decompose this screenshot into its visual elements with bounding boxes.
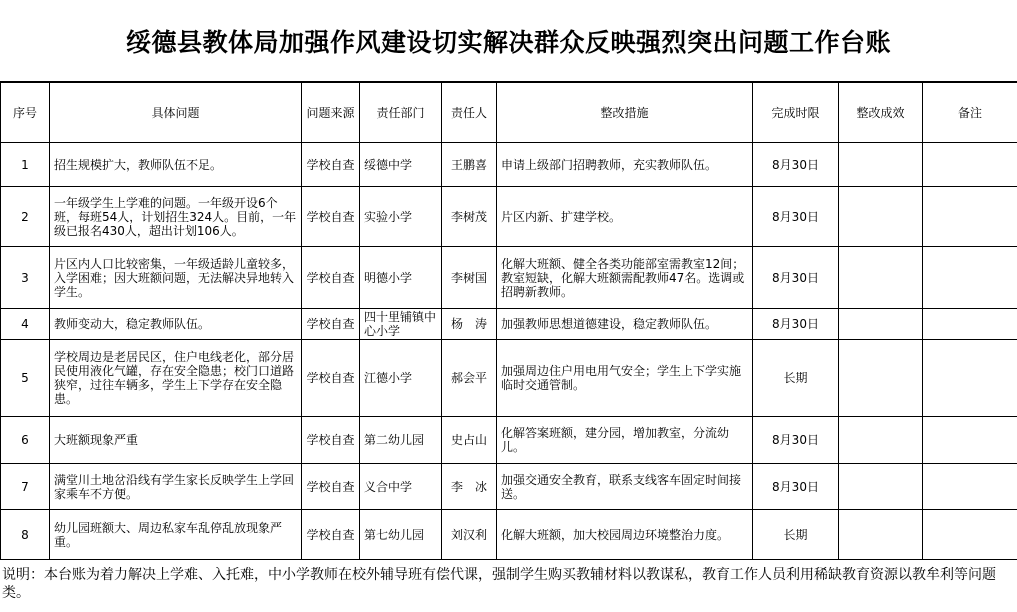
cell-problem: 招生规模扩大，教师队伍不足。: [50, 143, 302, 187]
cell-deadline: 8月30日: [753, 417, 839, 464]
cell-dept: 绥德中学: [360, 143, 442, 187]
cell-remark: [923, 309, 1017, 340]
cell-source: 学校自查: [302, 247, 360, 309]
cell-source: 学校自查: [302, 340, 360, 417]
cell-dept: 义合中学: [360, 464, 442, 510]
cell-no: 6: [1, 417, 50, 464]
cell-measure: 片区内新、扩建学校。: [497, 187, 753, 247]
cell-person: 李树国: [442, 247, 497, 309]
cell-no: 4: [1, 309, 50, 340]
table-row: [1, 340, 1017, 417]
cell-result: [839, 309, 923, 340]
cell-remark: [923, 143, 1017, 187]
cell-result: [839, 340, 923, 417]
cell-remark: [923, 464, 1017, 510]
header-person: 责任人: [442, 83, 497, 143]
cell-source: 学校自查: [302, 510, 360, 560]
cell-source: 学校自查: [302, 143, 360, 187]
header-measure: 整改措施: [497, 83, 753, 143]
cell-person: 刘汉利: [442, 510, 497, 560]
table-row: [1, 143, 1017, 187]
cell-result: [839, 510, 923, 560]
cell-no: 3: [1, 247, 50, 309]
header-no: 序号: [1, 83, 50, 143]
cell-result: [839, 464, 923, 510]
table-row: [1, 309, 1017, 340]
cell-dept: 第七幼儿园: [360, 510, 442, 560]
cell-result: [839, 417, 923, 464]
cell-remark: [923, 510, 1017, 560]
cell-person: 杨 涛: [442, 309, 497, 340]
cell-measure: 化解答案班额，建分园，增加教室，分流幼儿。: [497, 417, 753, 464]
table-row: [1, 187, 1017, 247]
header-result: 整改成效: [839, 83, 923, 143]
cell-measure: 加强交通安全教育，联系支线客车固定时间接送。: [497, 464, 753, 510]
cell-measure: 化解大班额、健全各类功能部室需教室12间；教室短缺，化解大班额需配教师47名。选调或招聘新教师。: [497, 247, 753, 309]
cell-person: 史占山: [442, 417, 497, 464]
footnote: 说明：本台账为着力解决上学难、入托难，中小学教师在校外辅导班有偿代课，强制学生购买教辅材料以教谋私，教育工作人员利用稀缺教育资源以教牟利等问题类。: [2, 567, 996, 601]
cell-result: [839, 247, 923, 309]
cell-result: [839, 143, 923, 187]
cell-source: 学校自查: [302, 309, 360, 340]
cell-remark: [923, 417, 1017, 464]
table-row: [1, 510, 1017, 560]
cell-deadline: 8月30日: [753, 187, 839, 247]
cell-deadline: 8月30日: [753, 309, 839, 340]
cell-remark: [923, 247, 1017, 309]
cell-person: 王鹏喜: [442, 143, 497, 187]
cell-result: [839, 187, 923, 247]
cell-problem: 幼儿园班额大、周边私家车乱停乱放现象严重。: [50, 510, 302, 560]
cell-dept: 第二幼儿园: [360, 417, 442, 464]
cell-remark: [923, 340, 1017, 417]
cell-remark: [923, 187, 1017, 247]
cell-no: 8: [1, 510, 50, 560]
cell-source: 学校自查: [302, 417, 360, 464]
cell-problem: 一年级学生上学难的问题。一年级开设6个班，每班54人，计划招生324人。目前，一年级已报名430人，超出计划106人。: [50, 187, 302, 247]
cell-no: 2: [1, 187, 50, 247]
cell-deadline: 8月30日: [753, 464, 839, 510]
cell-person: 李树茂: [442, 187, 497, 247]
cell-no: 1: [1, 143, 50, 187]
cell-source: 学校自查: [302, 187, 360, 247]
cell-deadline: 8月30日: [753, 143, 839, 187]
header-source: 问题来源: [302, 83, 360, 143]
cell-measure: 化解大班额，加大校园周边环境整治力度。: [497, 510, 753, 560]
cell-measure: 申请上级部门招聘教师，充实教师队伍。: [497, 143, 753, 187]
cell-person: 李 冰: [442, 464, 497, 510]
cell-no: 7: [1, 464, 50, 510]
cell-problem: 片区内人口比较密集，一年级适龄儿童较多，入学困难；因大班额问题，无法解决异地转入学生。: [50, 247, 302, 309]
cell-deadline: 8月30日: [753, 247, 839, 309]
table-row: [1, 464, 1017, 510]
cell-dept: 四十里铺镇中心小学: [360, 309, 442, 340]
cell-problem: 满堂川土地岔沿线有学生家长反映学生上学回家乘车不方便。: [50, 464, 302, 510]
cell-deadline: 长期: [753, 510, 839, 560]
header-row: [1, 83, 1017, 143]
cell-deadline: 长期: [753, 340, 839, 417]
cell-problem: 学校周边是老居民区，住户电线老化，部分居民使用液化气罐，存在安全隐患；校门口道路狭窄，过往车辆多，学生上下学存在安全隐患。: [50, 340, 302, 417]
cell-dept: 实验小学: [360, 187, 442, 247]
header-dept: 责任部门: [360, 83, 442, 143]
cell-dept: 明德小学: [360, 247, 442, 309]
cell-source: 学校自查: [302, 464, 360, 510]
header-deadline: 完成时限: [753, 83, 839, 143]
header-problem: 具体问题: [50, 83, 302, 143]
cell-person: 郝会平: [442, 340, 497, 417]
header-remark: 备注: [923, 83, 1017, 143]
cell-measure: 加强教师思想道德建设，稳定教师队伍。: [497, 309, 753, 340]
cell-measure: 加强周边住户用电用气安全；学生上下学实施临时交通管制。: [497, 340, 753, 417]
cell-problem: 大班额现象严重: [50, 417, 302, 464]
table-row: [1, 417, 1017, 464]
cell-dept: 江德小学: [360, 340, 442, 417]
cell-no: 5: [1, 340, 50, 417]
cell-problem: 教师变动大，稳定教师队伍。: [50, 309, 302, 340]
table-row: [1, 247, 1017, 309]
page-title: 绥德县教体局加强作风建设切实解决群众反映强烈突出问题工作台账: [0, 0, 1017, 82]
ledger-table: [0, 82, 1017, 560]
